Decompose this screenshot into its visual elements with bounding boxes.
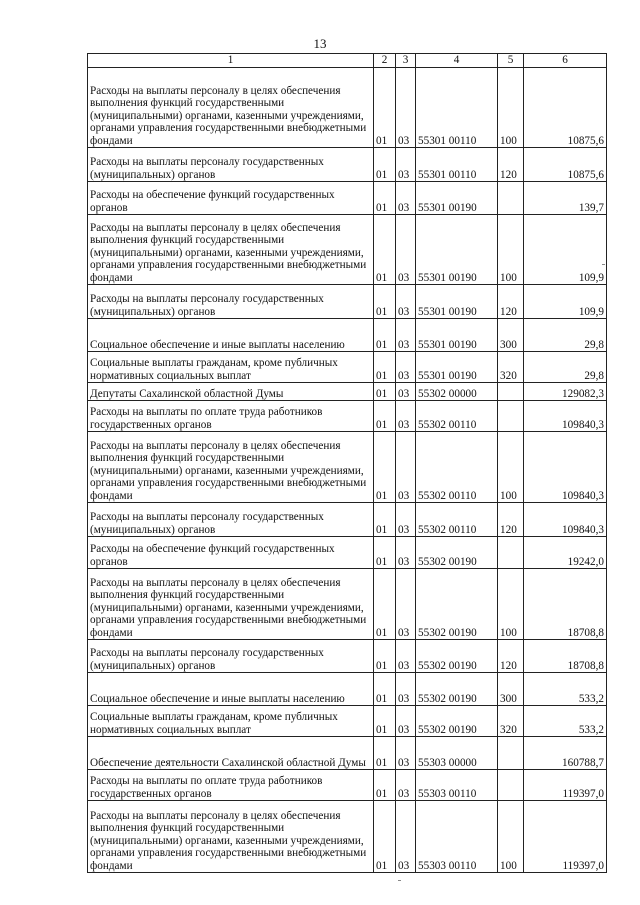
row-subsection-code: 03 — [396, 319, 416, 352]
table-row — [88, 285, 607, 319]
row-subsection-code: 03 — [396, 285, 416, 319]
column-header: 6 — [524, 54, 607, 68]
row-subsection-code: 03 — [396, 569, 416, 640]
row-subsection-code: 03 — [396, 640, 416, 673]
row-subsection-code: 03 — [396, 148, 416, 182]
row-name: Расходы на выплаты персоналу государственных (муниципальных) органов — [88, 503, 374, 537]
row-section-code: 01 — [374, 737, 396, 770]
row-target-code: 55302 00190 — [416, 537, 498, 569]
row-expense-type-code: 320 — [498, 706, 524, 737]
row-subsection-code: 03 — [396, 673, 416, 706]
row-target-code: 55301 00190 — [416, 285, 498, 319]
row-name: Расходы на выплаты персоналу в целях обеспечения выполнения функций государственными (муниципальными) органами, казенными учреждениями, органами управления государственными внебюджетными фондами — [88, 68, 374, 148]
row-target-code: 55301 00190 — [416, 215, 498, 285]
row-name: Расходы на обеспечение функций государственных органов — [88, 182, 374, 215]
row-expense-type-code — [498, 737, 524, 770]
page-number: 13 — [313, 36, 327, 51]
row-subsection-code: 03 — [396, 770, 416, 801]
row-section-code: 01 — [374, 640, 396, 673]
row-section-code: 01 — [374, 182, 396, 215]
table-row — [88, 503, 607, 537]
row-amount: 533,2 — [524, 673, 607, 706]
row-target-code: 55302 00190 — [416, 706, 498, 737]
scan-speck — [398, 880, 401, 881]
row-amount: 18708,8 — [524, 640, 607, 673]
table-row — [88, 537, 607, 569]
row-amount: 19242,0 — [524, 537, 607, 569]
table-row — [88, 68, 607, 148]
row-target-code: 55302 00000 — [416, 383, 498, 401]
row-section-code: 01 — [374, 383, 396, 401]
row-subsection-code: 03 — [396, 801, 416, 873]
row-section-code: 01 — [374, 352, 396, 383]
row-name: Социальное обеспечение и иные выплаты населению — [88, 673, 374, 706]
column-header: 4 — [416, 54, 498, 68]
row-target-code: 55301 00190 — [416, 319, 498, 352]
table-row — [88, 770, 607, 801]
row-section-code: 01 — [374, 537, 396, 569]
row-amount: 18708,8 — [524, 569, 607, 640]
row-expense-type-code: 100 — [498, 569, 524, 640]
row-name: Расходы на выплаты по оплате труда работников государственных органов — [88, 401, 374, 432]
row-target-code: 55301 00110 — [416, 68, 498, 148]
row-name: Расходы на обеспечение функций государственных органов — [88, 537, 374, 569]
table-row — [88, 737, 607, 770]
row-amount: 109,9 — [524, 285, 607, 319]
table-row — [88, 640, 607, 673]
row-subsection-code: 03 — [396, 401, 416, 432]
row-amount: 10875,6 — [524, 148, 607, 182]
header-row — [88, 54, 607, 68]
row-expense-type-code: 320 — [498, 352, 524, 383]
row-subsection-code: 03 — [396, 352, 416, 383]
row-section-code: 01 — [374, 503, 396, 537]
row-name: Расходы на выплаты персоналу государственных (муниципальных) органов — [88, 640, 374, 673]
row-amount: 29,8 — [524, 352, 607, 383]
row-target-code: 55301 00190 — [416, 182, 498, 215]
row-subsection-code: 03 — [396, 383, 416, 401]
row-name: Расходы на выплаты персоналу государственных (муниципальных) органов — [88, 285, 374, 319]
row-target-code: 55302 00190 — [416, 569, 498, 640]
column-header: 5 — [498, 54, 524, 68]
row-section-code: 01 — [374, 148, 396, 182]
table-row — [88, 352, 607, 383]
table-row — [88, 706, 607, 737]
budget-table — [87, 53, 607, 873]
row-expense-type-code — [498, 182, 524, 215]
row-name: Депутаты Сахалинской областной Думы — [88, 383, 374, 401]
row-expense-type-code: 300 — [498, 319, 524, 352]
row-amount: 109840,3 — [524, 432, 607, 503]
row-name: Расходы на выплаты по оплате труда работников государственных органов — [88, 770, 374, 801]
row-amount: 29,8 — [524, 319, 607, 352]
row-section-code: 01 — [374, 770, 396, 801]
row-name: Социальное обеспечение и иные выплаты населению — [88, 319, 374, 352]
row-subsection-code: 03 — [396, 182, 416, 215]
row-expense-type-code: 100 — [498, 215, 524, 285]
column-header: 2 — [374, 54, 396, 68]
table-row — [88, 148, 607, 182]
row-target-code: 55302 00190 — [416, 640, 498, 673]
row-section-code: 01 — [374, 401, 396, 432]
row-section-code: 01 — [374, 673, 396, 706]
row-amount: 139,7 — [524, 182, 607, 215]
row-subsection-code: 03 — [396, 537, 416, 569]
row-target-code: 55301 00110 — [416, 148, 498, 182]
row-name: Расходы на выплаты персоналу государственных (муниципальных) органов — [88, 148, 374, 182]
row-subsection-code: 03 — [396, 737, 416, 770]
row-target-code: 55302 00110 — [416, 503, 498, 537]
row-section-code: 01 — [374, 319, 396, 352]
row-expense-type-code: 120 — [498, 640, 524, 673]
column-header: 1 — [88, 54, 374, 68]
row-expense-type-code: 100 — [498, 68, 524, 148]
column-header: 3 — [396, 54, 416, 68]
row-section-code: 01 — [374, 432, 396, 503]
row-name: Социальные выплаты гражданам, кроме публичных нормативных социальных выплат — [88, 352, 374, 383]
row-section-code: 01 — [374, 569, 396, 640]
row-section-code: 01 — [374, 68, 396, 148]
row-subsection-code: 03 — [396, 503, 416, 537]
table-row — [88, 673, 607, 706]
row-amount: 109840,3 — [524, 503, 607, 537]
row-subsection-code: 03 — [396, 215, 416, 285]
row-target-code: 55303 00110 — [416, 770, 498, 801]
row-expense-type-code: 100 — [498, 801, 524, 873]
row-subsection-code: 03 — [396, 68, 416, 148]
row-name: Обеспечение деятельности Сахалинской областной Думы — [88, 737, 374, 770]
row-section-code: 01 — [374, 285, 396, 319]
row-target-code: 55301 00190 — [416, 352, 498, 383]
row-expense-type-code: 120 — [498, 148, 524, 182]
row-amount: 119397,0 — [524, 770, 607, 801]
table-row — [88, 319, 607, 352]
row-subsection-code: 03 — [396, 432, 416, 503]
row-amount: 533,2 — [524, 706, 607, 737]
table-row — [88, 215, 607, 285]
row-amount: 109,9 — [524, 215, 607, 285]
row-amount: 160788,7 — [524, 737, 607, 770]
row-name: Расходы на выплаты персоналу в целях обеспечения выполнения функций государственными (муниципальными) органами, казенными учреждениями, органами управления государственными внебюджетными фондами — [88, 432, 374, 503]
row-target-code: 55303 00000 — [416, 737, 498, 770]
row-name: Расходы на выплаты персоналу в целях обеспечения выполнения функций государственными (муниципальными) органами, казенными учреждениями, органами управления государственными внебюджетными фондами — [88, 569, 374, 640]
row-amount: 10875,6 — [524, 68, 607, 148]
table-row — [88, 401, 607, 432]
row-expense-type-code: 120 — [498, 285, 524, 319]
row-section-code: 01 — [374, 215, 396, 285]
table-row — [88, 569, 607, 640]
table-row — [88, 182, 607, 215]
row-amount: 129082,3 — [524, 383, 607, 401]
row-name: Расходы на выплаты персоналу в целях обеспечения выполнения функций государственными (муниципальными) органами, казенными учреждениями, органами управления государственными внебюджетными фондами — [88, 801, 374, 873]
row-expense-type-code: 120 — [498, 503, 524, 537]
row-expense-type-code — [498, 537, 524, 569]
row-target-code: 55302 00190 — [416, 673, 498, 706]
row-target-code: 55302 00110 — [416, 401, 498, 432]
scan-speck — [602, 264, 605, 265]
row-name: Расходы на выплаты персоналу в целях обеспечения выполнения функций государственными (муниципальными) органами, казенными учреждениями, органами управления государственными внебюджетными фондами — [88, 215, 374, 285]
row-expense-type-code — [498, 770, 524, 801]
row-target-code: 55302 00110 — [416, 432, 498, 503]
row-subsection-code: 03 — [396, 706, 416, 737]
row-name: Социальные выплаты гражданам, кроме публичных нормативных социальных выплат — [88, 706, 374, 737]
row-expense-type-code: 300 — [498, 673, 524, 706]
row-expense-type-code — [498, 401, 524, 432]
table-row — [88, 801, 607, 873]
row-amount: 119397,0 — [524, 801, 607, 873]
table-row — [88, 432, 607, 503]
table-row — [88, 383, 607, 401]
row-target-code: 55303 00110 — [416, 801, 498, 873]
row-expense-type-code — [498, 383, 524, 401]
row-section-code: 01 — [374, 801, 396, 873]
row-section-code: 01 — [374, 706, 396, 737]
row-expense-type-code: 100 — [498, 432, 524, 503]
row-amount: 109840,3 — [524, 401, 607, 432]
